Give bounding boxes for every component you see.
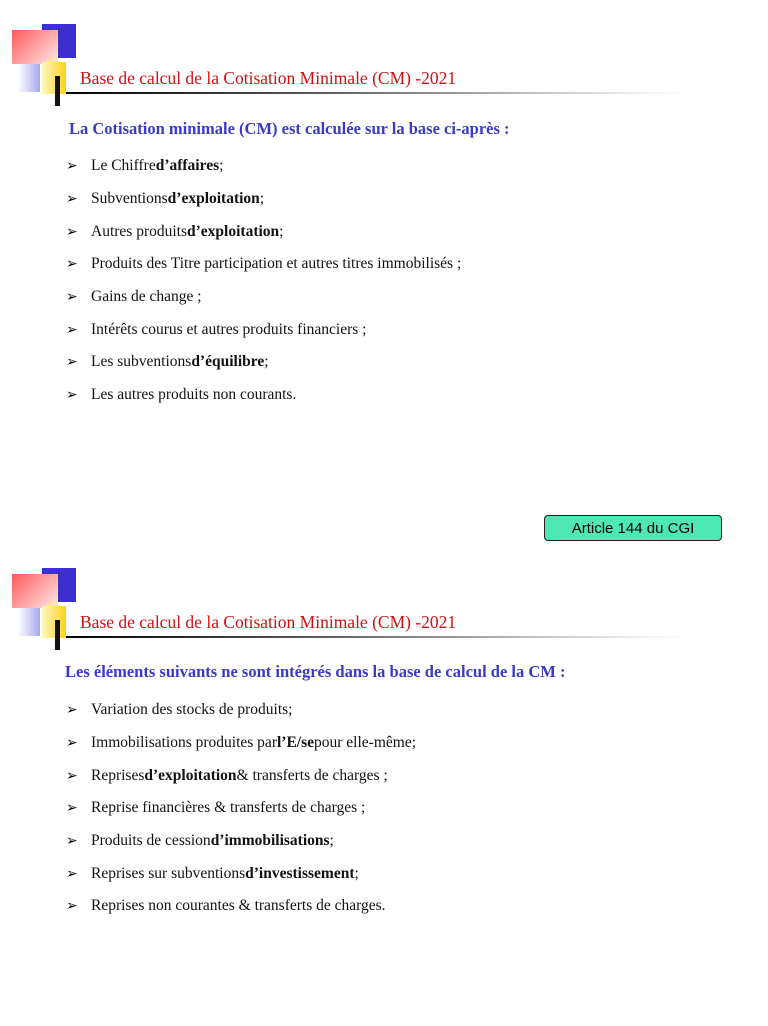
bullet-list xyxy=(66,150,461,412)
arrow-right-icon: ➢ xyxy=(66,289,78,306)
arrow-right-icon: ➢ xyxy=(66,256,78,273)
arrow-right-icon: ➢ xyxy=(66,387,78,404)
decorative-logo-squares xyxy=(0,0,90,90)
list-item: ➢ Autres produits d’exploitation ; xyxy=(66,222,284,240)
arrow-right-icon: ➢ xyxy=(66,767,78,784)
title-divider xyxy=(66,92,686,94)
arrow-right-icon: ➢ xyxy=(66,898,78,915)
arrow-right-icon: ➢ xyxy=(66,833,78,850)
list-item: ➢ Produits des Titre participation et autres titres immobilisés ; xyxy=(66,255,462,273)
arrow-right-icon: ➢ xyxy=(66,800,78,817)
slide-2 xyxy=(0,514,768,1026)
lavender-square-icon xyxy=(18,608,40,636)
arrow-right-icon: ➢ xyxy=(66,865,78,882)
arrow-right-icon: ➢ xyxy=(66,321,78,338)
list-item: ➢ Produits de cession d’immobilisations ; xyxy=(66,832,334,850)
list-item: ➢ Reprises d’exploitation & transferts de charges ; xyxy=(66,766,388,784)
yellow-square-icon xyxy=(42,62,66,94)
list-item: ➢ Variation des stocks de produits; xyxy=(66,701,293,719)
red-square-icon xyxy=(12,30,58,64)
title-vertical-bar xyxy=(55,76,60,106)
list-item: ➢ Intérêts courus et autres produits financiers ; xyxy=(66,320,367,338)
article-reference-badge: Article 144 du CGI xyxy=(544,515,722,541)
list-item: ➢ Immobilisations produites par l’E/se pour elle-même; xyxy=(66,734,417,752)
bullet-list xyxy=(66,694,416,923)
list-item: ➢ Reprises non courantes & transferts de charges. xyxy=(66,897,386,915)
red-square-icon xyxy=(12,574,58,608)
arrow-right-icon: ➢ xyxy=(66,158,78,175)
arrow-right-icon: ➢ xyxy=(66,191,78,208)
list-item: ➢ Reprise financières & transferts de charges ; xyxy=(66,799,366,817)
yellow-square-icon xyxy=(42,606,66,638)
title-vertical-bar xyxy=(55,620,60,650)
list-item: ➢ Reprises sur subventions d’investissement ; xyxy=(66,864,359,882)
lavender-square-icon xyxy=(18,64,40,92)
decorative-logo-squares xyxy=(0,544,90,634)
slide-title: Base de calcul de la Cotisation Minimale (CM) -2021 xyxy=(80,68,457,88)
arrow-right-icon: ➢ xyxy=(66,702,78,719)
arrow-right-icon: ➢ xyxy=(66,735,78,752)
title-divider xyxy=(66,636,686,638)
arrow-right-icon: ➢ xyxy=(66,223,78,240)
slide-subtitle: La Cotisation minimale (CM) est calculée sur la base ci-après : xyxy=(69,119,510,138)
list-item: ➢ Gains de change ; xyxy=(66,288,202,306)
slide-title: Base de calcul de la Cotisation Minimale (CM) -2021 xyxy=(80,612,457,632)
slide-1 xyxy=(0,0,768,512)
arrow-right-icon: ➢ xyxy=(66,354,78,371)
list-item: ➢ Subventions d’exploitation ; xyxy=(66,190,265,208)
list-item: ➢ Les subventions d’équilibre ; xyxy=(66,353,269,371)
slide-subtitle: Les éléments suivants ne sont intégrés dans la base de calcul de la CM : xyxy=(65,662,566,681)
list-item: ➢ Les autres produits non courants. xyxy=(66,386,297,404)
list-item: ➢ Le Chiffre d’affaires ; xyxy=(66,157,224,175)
